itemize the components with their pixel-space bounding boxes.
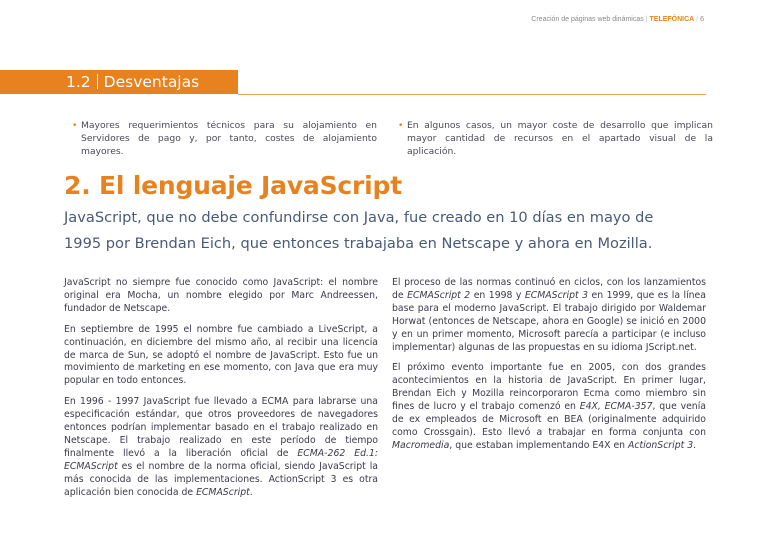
paragraph: JavaScript no siempre fue conocido como JavaScript: el nombre original era Mocha, un nombre elegido por Marc Andreessen, fundador de Netscape. [64,277,378,314]
right-column [392,277,706,461]
page-number: 6 [700,16,704,23]
emphasis: E4X, ECMA-357 [579,401,653,413]
paragraph: El proceso de las normas continuó en ciclos, con los lanzamientos de ECMAScript 2 en 1998 y ECMAScript 3 en 1999, que es la línea base para el moderno JavaScript. El trabajo dirigido por Waldemar Horwat (entonces de Netscape, ahora en Google) se inició en 2000 y en un primer momento, Microsoft parecía a participar (e incluso implementar) algunas de las propuestas en su idioma JScript.net. [392,277,706,353]
doc-title: Creación de páginas web dinámicas [531,16,644,23]
paragraph: El próximo evento importante fue en 2005, con dos grandes acontecimientos en la historia de JavaScript. En primer lugar, Brendan Eich y Mozilla reincorporaron Ecma como miembro sin fines de lucro y el trabajo comenzó en E4X, ECMA-357, que venía de ex empleados de Microsoft en BEA (originalmente adquirido como Crossgain). Esto llevó a trabajar en forma conjunta con Macromedia, que estaban implementando E4X en ActionScript 3. [392,362,706,451]
paragraph: En 1996 - 1997 JavaScript fue llevado a ECMA para labrarse una especificación estándar, que otros proveedores de navegadores entonces podrían implementar basado en el trabajo realizado en Netscape. El trabajo realizado en este período de tiempo finalmente llevó a la liberación oficial de ECMA-262 Ed.1: ECMAScript es el nombre de la norma oficial, siendo JavaScript la más conocida de las implementaciones. ActionScript 3 es otra aplicación bien conocida de ECMAScript. [64,396,378,498]
chapter-title: 2. El lenguaje JavaScript [64,171,402,200]
emphasis: Macromedia [392,439,450,451]
emphasis: ECMAScript 2 [407,289,471,301]
emphasis: ECMA-262 Ed.1: ECMAScript [64,447,378,472]
emphasis: ECMAScript [196,486,250,498]
header-separator: | [645,16,648,23]
brand-name: TELEFÓNICA [649,16,695,23]
bullet-marker: • [72,120,78,131]
section-heading [0,70,238,94]
page-separator: / [696,16,699,23]
section-number: 1.2 [66,73,91,91]
chapter-lead: JavaScript, que no debe confundirse con Java, fue creado en 10 días en mayo de 1995 por Brendan Eich, que entonces trabajaba en Netscape y ahora en Mozilla. [64,209,654,252]
emphasis: ECMAScript 3 [524,289,589,301]
bullet-text: Mayores requerimientos técnicos para su alojamiento en Servidores de pago y, por tanto, costes de alojamiento mayores. [81,120,377,157]
paragraph: En septiembre de 1995 el nombre fue cambiado a LiveScript, a continuación, en diciembre del mismo año, al recibir una licencia de marca de Sun, se adoptó el nombre de JavaScript. Esto fue un movimiento de marketing en ese momento, con Java que era muy popular en todo entonces. [64,323,378,387]
section-rule [238,94,706,95]
running-header [531,16,704,23]
left-column [64,277,378,508]
section-title: Desventajas [103,73,200,91]
bullet-marker: • [398,120,404,131]
section-divider [97,74,98,89]
emphasis: ActionScript 3 [628,439,694,451]
bullet-item [398,119,713,158]
bullet-item [72,119,377,158]
bullet-text: En algunos casos, un mayor coste de desarrollo que implican mayor cantidad de recursos en el apartado visual de la aplicación. [407,120,713,157]
